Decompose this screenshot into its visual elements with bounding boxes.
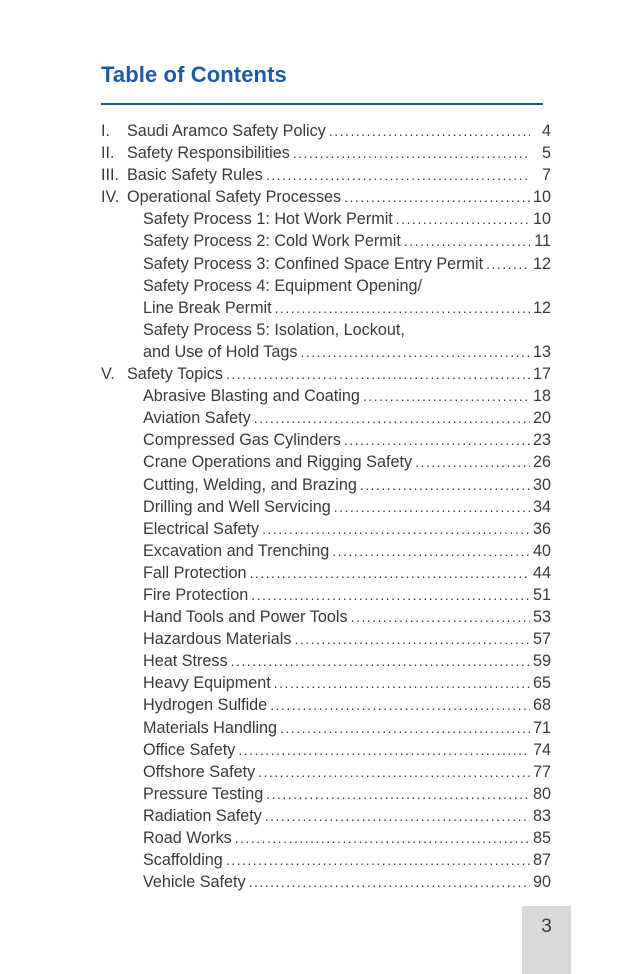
toc-entry-page: 4	[541, 122, 551, 140]
toc-entry-page: 11	[534, 232, 551, 251]
toc-entry[interactable]	[101, 186, 551, 208]
toc-entry-page: 65	[532, 674, 551, 693]
toc-entry-title: Saudi Aramco Safety Policy	[127, 122, 326, 140]
toc-entry-title: Hazardous Materials	[143, 630, 292, 649]
toc-dot-leader	[238, 739, 530, 761]
toc-dot-leader	[274, 672, 530, 694]
toc-dot-leader	[251, 584, 530, 606]
toc-dot-leader	[415, 451, 530, 473]
toc-entry-title: Heavy Equipment	[143, 674, 271, 693]
toc-entry-page: 80	[532, 784, 551, 803]
toc-entry-page: 34	[532, 497, 551, 516]
toc-entry-title: Radiation Safety	[143, 806, 262, 825]
toc-entry-page: 5	[541, 144, 551, 163]
toc-entry-page: 44	[532, 563, 551, 582]
toc-entry-title: Abrasive Blasting and Coating	[143, 387, 360, 406]
toc-dot-leader	[344, 186, 530, 208]
toc-entry-title: Vehicle Safety	[143, 873, 246, 892]
toc-dot-leader	[226, 849, 530, 871]
toc-entry-page: 59	[532, 652, 551, 671]
toc-entry-title: Safety Process 2: Cold Work Permit	[143, 232, 401, 251]
toc-dot-leader	[280, 717, 530, 739]
toc-entry-page: 83	[532, 806, 551, 825]
toc-entry-page: 85	[532, 829, 551, 847]
toc-entry-page: 13	[532, 342, 551, 361]
toc-entry-title: Safety Responsibilities	[127, 144, 290, 163]
toc-entry-number: IV.	[101, 188, 120, 207]
toc-entry[interactable]	[101, 275, 551, 297]
toc-entry-page: 74	[532, 740, 551, 759]
toc-dot-leader	[363, 385, 530, 407]
toc-entry[interactable]	[101, 849, 551, 871]
toc-dot-leader	[262, 518, 530, 540]
toc-dot-leader	[231, 650, 530, 672]
toc-entry-title: Fire Protection	[143, 585, 249, 604]
toc-entry-page: 20	[532, 409, 551, 428]
toc-entry[interactable]	[101, 142, 551, 164]
toc-dot-leader	[360, 474, 530, 496]
toc-entry-title: Safety Process 5: Isolation, Lockout,	[143, 320, 405, 339]
toc-entry-page: 12	[532, 298, 551, 317]
toc-dot-leader	[332, 540, 530, 562]
toc-entry-title: Excavation and Trenching	[143, 541, 330, 560]
toc-entry-title: Safety Process 4: Equipment Opening/	[143, 276, 422, 295]
toc-entry-title: Crane Operations and Rigging Safety	[143, 453, 413, 472]
title-underline	[101, 103, 543, 105]
toc-entry[interactable]	[101, 164, 551, 186]
toc-entry-page: 40	[532, 541, 551, 560]
toc-entry-title: Heat Stress	[143, 652, 228, 671]
toc-dot-leader	[300, 341, 530, 363]
toc-entry-title: Line Break Permit	[143, 298, 272, 317]
toc-entry-page: 36	[532, 519, 551, 538]
toc-entry-page: 77	[532, 762, 551, 781]
toc-entry-number: III.	[101, 166, 119, 185]
toc-entry-page: 18	[532, 387, 551, 406]
toc-dot-leader	[265, 805, 530, 827]
toc-entry-title: and Use of Hold Tags	[143, 342, 298, 361]
toc-entry-title: Pressure Testing	[143, 784, 264, 803]
toc-entry-number: V.	[101, 365, 115, 384]
toc-entry[interactable]	[101, 650, 551, 672]
toc-entry-title: Safety Topics	[127, 365, 223, 384]
toc-dot-leader	[486, 253, 530, 275]
toc-entry-page: 68	[532, 696, 551, 715]
toc-entry-title: Offshore Safety	[143, 762, 256, 781]
toc-entry-title: Office Safety	[143, 740, 236, 759]
toc-entry-page: 10	[532, 188, 551, 207]
toc-entry-title: Safety Process 1: Hot Work Permit	[143, 210, 393, 229]
toc-entry[interactable]	[101, 606, 551, 628]
toc-dot-leader	[329, 120, 530, 142]
toc-entry-title: Hand Tools and Power Tools	[143, 608, 348, 627]
toc-entry-page: 71	[532, 718, 551, 737]
toc-entry-title: Basic Safety Rules	[127, 166, 263, 185]
toc-entry[interactable]	[101, 694, 551, 716]
toc-entry[interactable]	[101, 827, 551, 849]
toc-entry[interactable]	[101, 540, 551, 562]
toc-entry[interactable]	[101, 805, 551, 827]
toc-entry-page: 90	[532, 873, 551, 892]
toc-entry[interactable]	[101, 739, 551, 761]
toc-entry-page: 10	[532, 210, 551, 229]
toc-entry-page: 87	[532, 851, 551, 870]
toc-entry[interactable]	[101, 474, 551, 496]
toc-entry[interactable]	[101, 761, 551, 783]
toc-dot-leader	[249, 871, 530, 893]
toc-entry-title: Operational Safety Processes	[127, 188, 342, 207]
toc-dot-leader	[254, 407, 530, 429]
toc-entry-number: I.	[101, 122, 110, 140]
toc-entry-title: Scaffolding	[143, 851, 223, 870]
toc-entry[interactable]	[101, 672, 551, 694]
toc-entry-page: 51	[532, 585, 551, 604]
toc-entry-title: Road Works	[143, 829, 232, 847]
page-number: 3	[541, 916, 552, 937]
toc-entry-page: 30	[532, 475, 551, 494]
toc-dot-leader	[334, 496, 530, 518]
toc-dot-leader	[266, 783, 530, 805]
toc-entry[interactable]	[101, 496, 551, 518]
toc-entry-title: Hydrogen Sulfide	[143, 696, 268, 715]
toc-entry-page: 7	[541, 166, 551, 185]
toc-entry-title: Cutting, Welding, and Brazing	[143, 475, 357, 494]
toc-entry[interactable]	[101, 120, 551, 142]
toc-dot-leader	[344, 429, 530, 451]
toc-dot-leader	[258, 761, 530, 783]
toc-dot-leader	[235, 827, 530, 849]
toc-entry[interactable]	[101, 518, 551, 540]
toc-dot-leader	[266, 164, 530, 186]
toc-entry-page: 57	[532, 630, 551, 649]
toc-entry[interactable]	[101, 407, 551, 429]
toc-entry-title: Materials Handling	[143, 718, 278, 737]
toc-entry[interactable]	[101, 562, 551, 584]
toc-dot-leader	[396, 208, 530, 230]
toc-entry[interactable]	[101, 297, 551, 319]
toc-entry-title: Electrical Safety	[143, 519, 260, 538]
toc-entry-title: Fall Protection	[143, 563, 247, 582]
toc-entry[interactable]	[101, 584, 551, 606]
toc-dot-leader	[270, 694, 530, 716]
toc-dot-leader	[404, 230, 530, 252]
toc-entry[interactable]	[101, 253, 551, 275]
toc-entry-number: II.	[101, 144, 115, 163]
toc-entry[interactable]	[101, 429, 551, 451]
toc-entry-page: 23	[532, 431, 551, 450]
toc-entry-page: 53	[532, 608, 551, 627]
toc-entry[interactable]	[101, 363, 551, 385]
toc-entry[interactable]	[101, 341, 551, 363]
toc-entry[interactable]	[101, 230, 551, 252]
toc-entry-page: 26	[532, 453, 551, 472]
toc-entry[interactable]	[101, 319, 551, 341]
toc-dot-leader	[226, 363, 530, 385]
toc-entry[interactable]	[101, 783, 551, 805]
page-number-box	[522, 906, 571, 974]
toc-entry[interactable]	[101, 871, 551, 893]
toc-entry[interactable]	[101, 451, 551, 473]
toc-entry[interactable]	[101, 208, 551, 230]
toc-dot-leader	[351, 606, 530, 628]
toc-dot-leader	[293, 142, 530, 164]
toc-entry-title: Compressed Gas Cylinders	[143, 431, 341, 450]
page-title: Table of Contents	[101, 62, 287, 87]
toc-entry-page: 17	[532, 365, 551, 384]
table-of-contents	[101, 120, 551, 893]
toc-entry[interactable]	[101, 717, 551, 739]
toc-dot-leader	[275, 297, 530, 319]
toc-dot-leader	[294, 628, 530, 650]
toc-entry-title: Drilling and Well Servicing	[143, 497, 331, 516]
toc-dot-leader	[249, 562, 530, 584]
toc-entry-page: 12	[532, 254, 551, 273]
toc-entry[interactable]	[101, 385, 551, 407]
toc-entry-title: Aviation Safety	[143, 409, 251, 428]
toc-entry-title: Safety Process 3: Confined Space Entry Permit	[143, 254, 484, 273]
toc-entry[interactable]	[101, 628, 551, 650]
